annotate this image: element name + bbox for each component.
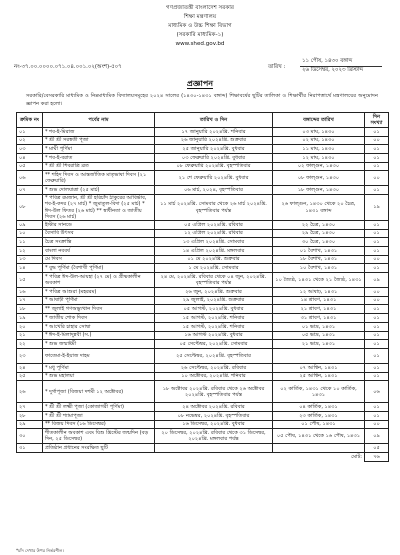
row-days: ০১ — [365, 411, 389, 420]
row-days: ০১ — [365, 331, 389, 340]
row-days: ০১ — [365, 403, 389, 412]
row-name: বাংলা নববর্ষ — [43, 247, 155, 256]
row-date: ২৬ সেপ্টেম্বর, ২০২৪খ্রি. রবিবার — [155, 363, 273, 372]
table-row — [17, 195, 389, 221]
row-days: ০০ — [365, 288, 389, 297]
row-bangla-date: ১২ আষাঢ়, ১৪৩১ — [273, 288, 365, 297]
table-row — [17, 186, 389, 195]
table-row — [17, 136, 389, 145]
table-row — [17, 273, 389, 288]
row-date: ১৩ এপ্রিল ২০২৪খ্রি. সোমবার — [155, 238, 273, 247]
table-row — [17, 296, 389, 305]
row-days: ০০ — [365, 136, 389, 145]
row-days: ০১ — [365, 154, 389, 163]
table-row — [17, 264, 389, 273]
footnote: *চাঁদ দেখার উপর নির্ভরশীল। — [16, 548, 64, 553]
row-date: ২৬ জুন, ২০২৪খ্রি. শুক্রবার — [155, 288, 273, 297]
row-days: ০১ — [365, 162, 389, 171]
row-name: চৈত্র সংক্রান্তি — [43, 238, 155, 247]
row-days: ০১ — [365, 145, 389, 154]
header-ministry: শিক্ষা মন্ত্রণালয় — [183, 14, 217, 20]
row-serial: ১৫ — [17, 273, 43, 288]
row-bangla-date: ২৬ ফাল্গুন, ১৪৩০ থেকে ২০ চৈত্র, ১৪৩১ বঙ্গাব্দ — [273, 195, 365, 221]
row-bangla-date: ৩১ শ্রাবণ, ১৪৩১ — [273, 314, 365, 323]
row-serial: ২৪ — [17, 363, 43, 372]
row-name: মে দিবস — [43, 255, 155, 264]
row-name: ** জুলাই গণঅভ্যুত্থান দিবস — [43, 305, 155, 314]
table-row — [17, 247, 389, 256]
row-date: ১৫ আগস্ট, ২০২৪খ্রি. শনিবার — [155, 322, 273, 331]
header-section: (সরকারি মাধ্যমিক-১) — [176, 32, 224, 38]
table-row — [17, 411, 389, 420]
row-days: ০৯ — [365, 273, 389, 288]
row-date: ০৩ ফেব্রুয়ারি ২০২৪খ্রি. বুধবার — [155, 154, 273, 163]
row-name: * পবিত্র আশুরা (মহররম) — [43, 288, 155, 297]
header-government: গণপ্রজাতন্ত্রী বাংলাদেশ সরকার — [166, 5, 234, 11]
col-header-date: তারিখ ও দিন — [155, 113, 273, 128]
row-days: ০০ — [365, 255, 389, 264]
row-serial: ১০ — [17, 229, 43, 238]
row-date: ১১ মার্চ ২০২৪খ্রি. সোমবার থেকে ২৬ মার্চ ২০২৪খ্রি. বৃহস্পতিবার পর্যন্ত — [155, 195, 273, 221]
row-serial: ২৩ — [17, 348, 43, 363]
row-serial: ১৪ — [17, 264, 43, 273]
row-bangla-date: ১০ বৈশাখ, ১৪৩১ — [273, 264, 365, 273]
row-date: ২৯ জুলাই, ২০২৪খ্রি. শুক্রবার — [155, 296, 273, 305]
table-row — [17, 255, 389, 264]
table-row — [17, 171, 389, 186]
row-date: ২৬ জানুয়ারি ২০২৪খ্রি. শুক্রবার — [155, 136, 273, 145]
row-serial: ২২ — [17, 340, 43, 349]
row-bangla-date: ৩০ চৈত্র, ১৪৩০ — [273, 238, 365, 247]
row-date: ১ মে ২০২৪খ্রি. সোমবার — [155, 264, 273, 273]
row-name: * শব-ই-মিরাজ — [43, 128, 155, 137]
table-row — [17, 145, 389, 154]
row-bangla-date: ২৫ আশ্বিন, ১৪৩১ — [273, 372, 365, 381]
memo-number: নং-৩৭.০০.০০০০.০৭১.০৪.০০১.০২(অংশ)-৫০৭ — [14, 64, 122, 70]
row-name: ** শহিদ দিবস ও আন্তর্জাতিক মাতৃভাষা দিবস (২১ ফেব্রুয়ারি) — [43, 171, 155, 186]
total-label: মোট: — [17, 453, 365, 462]
row-name: * আখেরি চাহার সোম্বা — [43, 322, 155, 331]
row-days: ০১ — [365, 128, 389, 137]
row-bangla-date: ২১ ভাদ্র, ১৪৩১ — [273, 340, 365, 349]
row-name: ** বিজয় দিবস (১৬ ডিসেম্বর) — [43, 420, 155, 429]
row-date: ০৫ সেপ্টেম্বর, ২০২৪খ্রি. সোমবার — [155, 340, 273, 349]
row-name: * জাতীয় শোক দিবস — [43, 314, 155, 323]
row-serial: ৩০ — [17, 429, 43, 444]
row-date: ১২ এপ্রিল ২০২৪খ্রি. রবিবার — [155, 229, 273, 238]
row-date: ২৪ অক্টোবর ২০২৪খ্রি. রবিবার — [155, 403, 273, 412]
row-serial: ২৫ — [17, 372, 43, 381]
row-name: শীতকালীন অবকাশ এবং যিশু খ্রিস্টের জন্মদিন (বড় দিন, ২৫ ডিসেম্বর) — [43, 429, 155, 444]
row-days: ০১ — [365, 322, 389, 331]
row-days: ০১ — [365, 264, 389, 273]
table-row — [17, 372, 389, 381]
row-name: * শ্রী শ্রী সরস্বতী পূজা — [43, 136, 155, 145]
col-header-serial: ক্রমিক নং — [17, 113, 43, 128]
date-label: তারিখ : — [268, 64, 286, 70]
row-date: ০৬ মার্চ, ২০২৪, বৃহস্পতিবার — [155, 186, 273, 195]
row-name: * শ্রী শ্রী শিবরাত্রি ব্রত — [43, 162, 155, 171]
row-name: ফাতেমা-ই-ইয়াজ দাহম — [43, 348, 155, 363]
table-row — [17, 420, 389, 429]
header-block — [0, 4, 400, 49]
row-serial: ৩১ — [17, 444, 43, 453]
row-serial: ০৩ — [17, 145, 43, 154]
row-serial: ০৯ — [17, 220, 43, 229]
table-row — [17, 220, 389, 229]
row-days: ০৫ — [365, 444, 389, 453]
row-bangla-date: ০১ পৌষ, ১৪৩১ — [273, 420, 365, 429]
row-date: ০৮ নভেম্বর, ২০২৪খ্রি. বৃহস্পতিবার — [155, 411, 273, 420]
row-days: ০১ — [365, 340, 389, 349]
row-date: ১৮ অক্টোবর ২০২৪খ্রি. রবিবার থেকে ২৬ অক্টোবর ২০২৪খ্রি. বৃহস্পতিবার পর্যন্ত — [155, 381, 273, 403]
row-days: ০১ — [365, 314, 389, 323]
row-days: ০১ — [365, 305, 389, 314]
row-bangla-date: ০৫ ভাদ্র, ১৪৩১ — [273, 331, 365, 340]
table-row — [17, 322, 389, 331]
col-header-bangla-date: বঙ্গাব্দের তারিখ — [273, 113, 365, 128]
table-row — [17, 340, 389, 349]
row-serial: ২৬ — [17, 381, 43, 403]
row-bangla-date: ১৮ ফাল্গুন, ১৪৩০ — [273, 186, 365, 195]
table-row — [17, 403, 389, 412]
page-title — [0, 78, 400, 91]
row-bangla-date: ০৩ মাঘ, ১৪৩০ — [273, 128, 365, 137]
row-name: * শ্রী শ্রী শ্যামাপূজা — [43, 411, 155, 420]
reference-row — [14, 56, 386, 76]
table-row — [17, 314, 389, 323]
row-days: ০১ — [365, 186, 389, 195]
table-row — [17, 363, 389, 372]
row-bangla-date: ১১ মাঘ, ১৪৩০ — [273, 145, 365, 154]
table-row — [17, 288, 389, 297]
row-date: ২৪ মে, ২০২৪খ্রি. রবিবার থেকে ০৪ জুন, ২০২৪খ্রি. বৃহস্পতিবার পর্যন্ত — [155, 273, 273, 288]
table-row — [17, 305, 389, 314]
row-bangla-date: ১০ জ্যৈষ্ঠ, ১৪৩১ থেকে ২১ জ্যৈষ্ঠ, ১৪৩১ — [273, 273, 365, 288]
row-serial: ১৮ — [17, 305, 43, 314]
row-bangla-date — [273, 348, 365, 363]
table-header-row — [17, 113, 389, 128]
row-name: * বুদ্ধ পূর্ণিমা (বৈশাখী পূর্ণিমা) — [43, 264, 155, 273]
row-date: ০৫ আগস্ট, ২০২৪খ্রি. বুধবার — [155, 305, 273, 314]
row-serial: ১৯ — [17, 314, 43, 323]
row-date: ১৪ এপ্রিল ২০২৪খ্রি. মঙ্গলবার — [155, 247, 273, 256]
row-bangla-date: ১৮ বৈশাখ, ১৪৩১ — [273, 255, 365, 264]
row-date: ২১ শে ফেব্রুয়ারি ২০২৪খ্রি. বুধবার — [155, 171, 273, 186]
row-bangla-date: ০২ মাঘ, ১৪৩০ — [273, 136, 365, 145]
row-serial: ২৭ — [17, 403, 43, 412]
row-serial: ২৮ — [17, 411, 43, 420]
row-name: * শ্রী শ্রী লক্ষ্মী পূজা (কোজাগরী পূর্ণিমা) — [43, 403, 155, 412]
col-header-days: দিন সংখ্যা — [365, 113, 389, 128]
table-row — [17, 444, 389, 453]
row-days: ০০ — [365, 171, 389, 186]
table-row — [17, 162, 389, 171]
row-serial: ০২ — [17, 136, 43, 145]
row-serial: ১২ — [17, 247, 43, 256]
row-name: * শুভ দোলযাত্রা (২৫ মার্চ) — [43, 186, 155, 195]
table-body — [17, 128, 389, 453]
row-name: * শুভ জন্মাষ্টমী — [43, 340, 155, 349]
row-name: * পবিত্র রমজান, শ্রী শ্রী হরিচাঁদ ঠাকুরের আবির্ভাব, শব-ই-কদর (২৭ মার্চ) * জুমাতুল-বিদা (২৫ মার্চ) * ঈদ-উল ফিতর (২৬ মার্চ) ** স্বাধীনতা ও জাতীয় দিবস (২৬ মার্চ) — [43, 195, 155, 221]
table-row — [17, 348, 389, 363]
row-bangla-date — [273, 444, 365, 453]
total-days: ৭৬ — [365, 453, 389, 462]
row-date: ২৫ সেপ্টেম্বর, ২০২৪খ্রি. বৃহস্পতিবার — [155, 348, 273, 363]
row-date: ০১ মে ২০২৪খ্রি. শুক্রবার — [155, 255, 273, 264]
row-days: ০১ — [365, 363, 389, 372]
row-bangla-date: ১৪ শ্রাবণ, ১৪৩১ — [273, 296, 365, 305]
row-serial: ২১ — [17, 331, 43, 340]
row-bangla-date: ০১ ভাদ্র, ১৪৩১ — [273, 322, 365, 331]
row-date: ১০ অক্টোবর, ২০২৪খ্রি. শনিবার — [155, 372, 273, 381]
table-row — [17, 154, 389, 163]
row-serial: ২৯ — [17, 420, 43, 429]
row-name: * মাঘী পূর্ণিমা — [43, 145, 155, 154]
row-serial: ১১ — [17, 238, 43, 247]
page-title-text: প্রজ্ঞাপন — [186, 79, 214, 88]
holiday-table — [16, 112, 389, 462]
table-row — [17, 229, 389, 238]
row-days: ০১ — [365, 220, 389, 229]
table-row — [17, 381, 389, 403]
row-date: ১৫ আগস্ট, ২০২৪খ্রি. শনিবার — [155, 314, 273, 323]
row-serial: ০৭ — [17, 186, 43, 195]
header-division: মাধ্যমিক ও উচ্চ শিক্ষা বিভাগ — [168, 23, 232, 29]
row-name: * মধু পূর্ণিমা — [43, 363, 155, 372]
row-serial: ২০ — [17, 322, 43, 331]
row-days: ০১ — [365, 247, 389, 256]
table-row — [17, 128, 389, 137]
row-name: ইস্টার সানডে — [43, 220, 155, 229]
intro-paragraph: সরকারি/বেসরকারি মাধ্যমিক ও নিম্নমাধ্যমিক বিদ্যালয়সমূহের ২০২৪ সালের (১৪৩০-১৪৩১ বঙ্গাব্দ) শিক্ষাবর্ষের ছুটির তালিকা ও শিক্ষার্থীর নিরাপত্তার্থে মন্ত্রণালয়ের অনুমোদন জ্ঞাপন করা হলো। — [26, 93, 378, 107]
row-date: ১৬ আগস্ট ২০২৪খ্রি. বুধবার — [155, 331, 273, 340]
row-days: ০০ — [365, 296, 389, 305]
row-serial: ১৩ — [17, 255, 43, 264]
row-date: ০৮ ফেব্রুয়ারি ২০২৪খ্রি. বৃহস্পতিবার — [155, 162, 273, 171]
row-serial: ১৬ — [17, 288, 43, 297]
row-name: * ঈদ-ই-মিলাদুন্নবী (স.) — [43, 331, 155, 340]
row-name: * আষাঢ়ী পূর্ণিমা — [43, 296, 155, 305]
row-bangla-date: ০৭ আশ্বিন, ১৪৩১ — [273, 363, 365, 372]
date-bangla: ১১ পৌষ, ১৪৩০ বঙ্গাব্দ — [302, 58, 353, 64]
row-name: * শুভ মহালয়া — [43, 372, 155, 381]
row-date: ১৬ ডিসেম্বর, ২০২৪খ্রি. বুধবার — [155, 420, 273, 429]
row-bangla-date: ০৪ কার্তিক, ১৪৩১ — [273, 403, 365, 412]
row-days: ০০ — [365, 420, 389, 429]
row-days: ০১ — [365, 372, 389, 381]
row-bangla-date: ২৯ চৈত্র, ১৪৩০ — [273, 229, 365, 238]
row-serial: ০৮ — [17, 195, 43, 221]
row-days: ০৬ — [365, 381, 389, 403]
col-header-name: পর্বের নাম — [43, 113, 155, 128]
row-days: ১৯ — [365, 195, 389, 221]
row-days: ০১ — [365, 238, 389, 247]
row-days: ০১ — [365, 348, 389, 363]
row-bangla-date: ০২ কার্তিক, ১৪৩১ থেকে ১০ কার্তিক, ১৪৩১ — [273, 381, 365, 403]
row-date: ২৫ জানুয়ারি ২০২৪খ্রি. বুধবার — [155, 145, 273, 154]
row-bangla-date: ২১ শ্রাবণ, ১৪৩১ — [273, 305, 365, 314]
row-serial: ০৬ — [17, 171, 43, 186]
row-bangla-date: ০২ ফাল্গুন, ১৪৩০ — [273, 162, 365, 171]
date-english: ২৬ ডিসেম্বর, ২০২৩ খ্রিস্টাব্দ — [302, 67, 364, 73]
row-serial: ০৫ — [17, 162, 43, 171]
row-bangla-date: ১২ মাঘ, ১৪৩০ — [273, 154, 365, 163]
row-days: ০৯ — [365, 429, 389, 444]
row-serial: ০১ — [17, 128, 43, 137]
table-total-row — [17, 453, 389, 462]
row-name: * শব-ই-বরাত — [43, 154, 155, 163]
table-row — [17, 331, 389, 340]
row-date — [155, 444, 273, 453]
row-name: * দুর্গাপূজা (বিজয়া দশমী ১২ অক্টোবর) — [43, 381, 155, 403]
table-row — [17, 238, 389, 247]
row-date: ১৭ জানুয়ারি ২০২৪খ্রি. শনিবার — [155, 128, 273, 137]
row-bangla-date: ০১ বৈশাখ, ১৪৩১ — [273, 247, 365, 256]
row-days: ০১ — [365, 229, 389, 238]
row-bangla-date: ২২ চৈত্র, ১৪৩০ — [273, 220, 365, 229]
table-row — [17, 429, 389, 444]
row-bangla-date: ০৮ ফাল্গুন, ১৪৩০ — [273, 171, 365, 186]
row-date: ২০ ডিসেম্বর, ২০২৪খ্রি. রবিবার থেকে ৩১ ডিসেম্বর, ২০২৪খ্রি. মঙ্গলবার পর্যন্ত — [155, 429, 273, 444]
row-name: বৈসাবি উৎসব — [43, 229, 155, 238]
row-name: * পবিত্র ঈদ-উল-আযহা (২৭ মে) ও গ্রীষ্মকালীন অবকাশ — [43, 273, 155, 288]
row-name: প্রতিষ্ঠান প্রধানের সংরক্ষিত ছুটি — [43, 444, 155, 453]
row-date: ০৫ এপ্রিল ২০২৪খ্রি. রবিবার — [155, 220, 273, 229]
row-bangla-date: ০৫ পৌষ, ১৪৩১ থেকে ১৬ পৌষ, ১৪৩১ — [273, 429, 365, 444]
row-bangla-date: ২৩ কার্তিক, ১৪৩১ — [273, 411, 365, 420]
row-serial: ১৭ — [17, 296, 43, 305]
row-serial: ০৪ — [17, 154, 43, 163]
header-website: www.shed.gov.bd — [175, 41, 225, 47]
